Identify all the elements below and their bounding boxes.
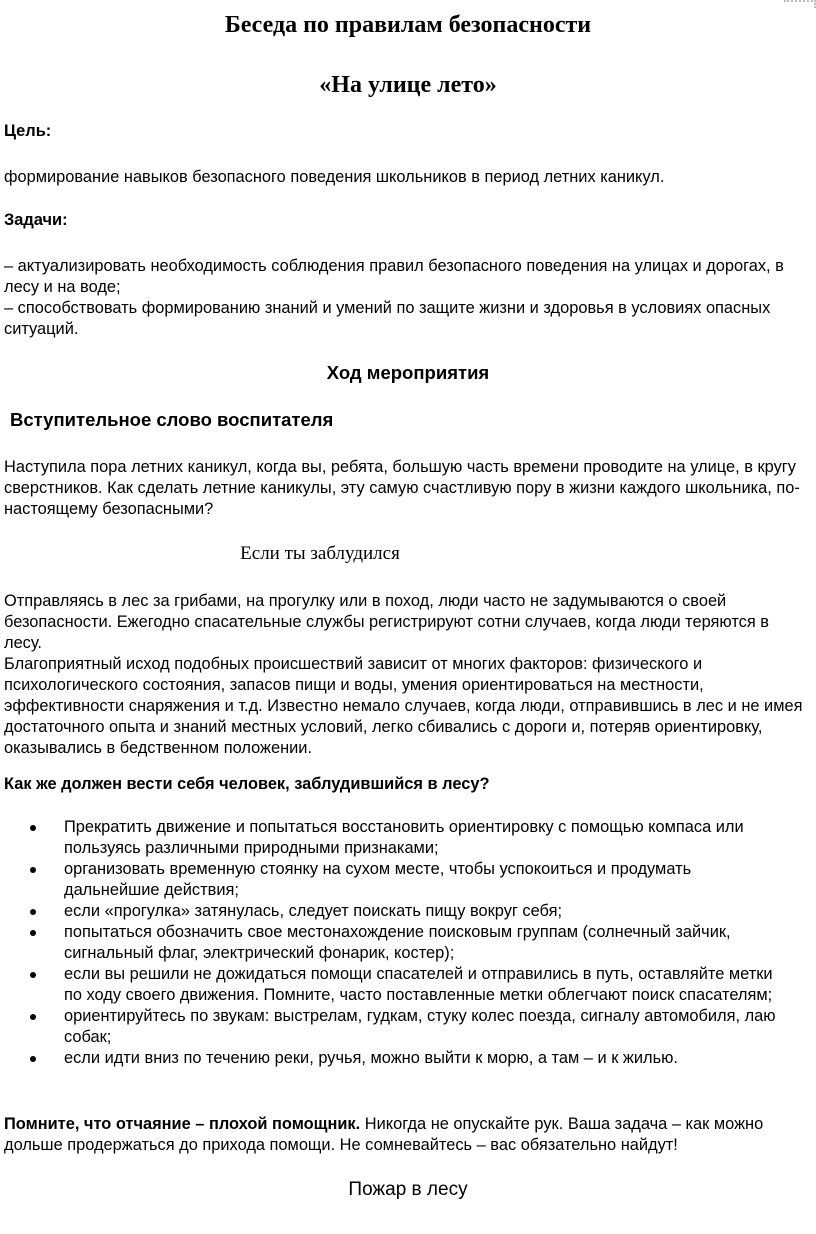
- bullet-icon: [30, 867, 36, 873]
- task-item: – способствовать формированию знаний и умений по защите жизни и здоровья в условиях опасных ситуаций.: [4, 299, 771, 338]
- bullet-icon: [30, 1056, 36, 1062]
- list-item-text: если «прогулка» затянулась, следует поискать пищу вокруг себя;: [64, 902, 563, 920]
- remember-bold: Помните, что отчаяние – плохой помощник.: [4, 1115, 361, 1133]
- list-item: [0, 901, 790, 922]
- list-item-text: попытаться обозначить свое местонахождение поисковым группам (солнечный зайчик, сигнальный флаг, электрический фонарик, костер);: [64, 923, 731, 962]
- intro-paragraph: Наступила пора летних каникул, когда вы, ребята, большую часть времени проводите на улице, в кругу сверстников. Как сделать летние каникулы, эту самую счастливую пору в жизни каждого школьника, по-настоящему безопасными?: [4, 458, 800, 518]
- list-item-text: если вы решили не дожидаться помощи спасателей и отправились в путь, оставляйте метки по ходу своего движения. Помните, часто поставленные метки облегчают поиск спасателям;: [64, 965, 773, 1004]
- document-subtitle: «На улице лето»: [319, 72, 497, 98]
- remember-text: Никогда не опускайте рук. Ваша задача – как можно дольше продержаться до прихода помощи. Не сомневайтесь – вас обязательно найдут!: [4, 1115, 764, 1154]
- bullet-icon: [30, 825, 36, 831]
- document-title: Беседа по правилам безопасности: [224, 12, 592, 38]
- list-item: [0, 817, 790, 859]
- list-item: [0, 859, 790, 901]
- list-item: [0, 1006, 790, 1048]
- list-item: [0, 964, 790, 1006]
- intro-heading: Вступительное слово воспитателя: [10, 409, 334, 430]
- bullet-icon: [30, 1014, 36, 1020]
- event-heading: Ход мероприятия: [326, 362, 490, 383]
- bullet-icon: [30, 930, 36, 936]
- list-item-text: если идти вниз по течению реки, ручья, можно выйти к морю, а там – и к жилью.: [64, 1049, 678, 1067]
- list-item: [0, 922, 790, 964]
- lost-paragraph: Благоприятный исход подобных происшествий зависит от многих факторов: физического и психологического состояния, запасов пищи и воды, умения ориентироваться на местности, эффективности снаряжения и т.д. Известно немало случаев, когда люди, отправившись в лес и не имея достаточного опыта и знаний местных условий, легко сбивались с дороги и, потеряв ориентировку, оказывались в бедственном положении.: [4, 655, 803, 757]
- list-item-text: ориентируйтесь по звукам: выстрелам, гудкам, стуку колес поезда, сигналу автомобиля, лаю собак;: [64, 1007, 776, 1046]
- lost-question: Как же должен вести себя человек, заблудившийся в лесу?: [4, 775, 490, 793]
- list-item-text: Прекратить движение и попытаться восстановить ориентировку с помощью компаса или пользуясь различными природными признаками;: [64, 818, 744, 857]
- advice-list: [0, 817, 790, 1069]
- goal-label: Цель:: [4, 122, 52, 140]
- bullet-icon: [30, 972, 36, 978]
- lost-heading: Если ты заблудился: [240, 543, 400, 564]
- tasks-list: [4, 256, 794, 340]
- fire-heading: Пожар в лесу: [348, 1179, 468, 1200]
- task-item: – актуализировать необходимость соблюдения правил безопасного поведения на улицах и дорогах, в лесу и на воде;: [4, 257, 784, 296]
- lost-section: [4, 591, 810, 759]
- page-corner-mark: [784, 0, 816, 8]
- bullet-icon: [30, 909, 36, 915]
- list-item-text: организовать временную стоянку на сухом месте, чтобы успокоиться и продумать дальнейшие действия;: [64, 860, 692, 899]
- remember-paragraph: [4, 1114, 810, 1156]
- list-item: [0, 1048, 790, 1069]
- lost-paragraph: Отправляясь в лес за грибами, на прогулку или в поход, люди часто не задумываются о своей безопасности. Ежегодно спасательные службы регистрируют сотни случаев, когда люди теряются в лесу.: [4, 592, 769, 652]
- tasks-label: Задачи:: [4, 211, 68, 229]
- goal-text: формирование навыков безопасного поведения школьников в период летних каникул.: [4, 168, 665, 186]
